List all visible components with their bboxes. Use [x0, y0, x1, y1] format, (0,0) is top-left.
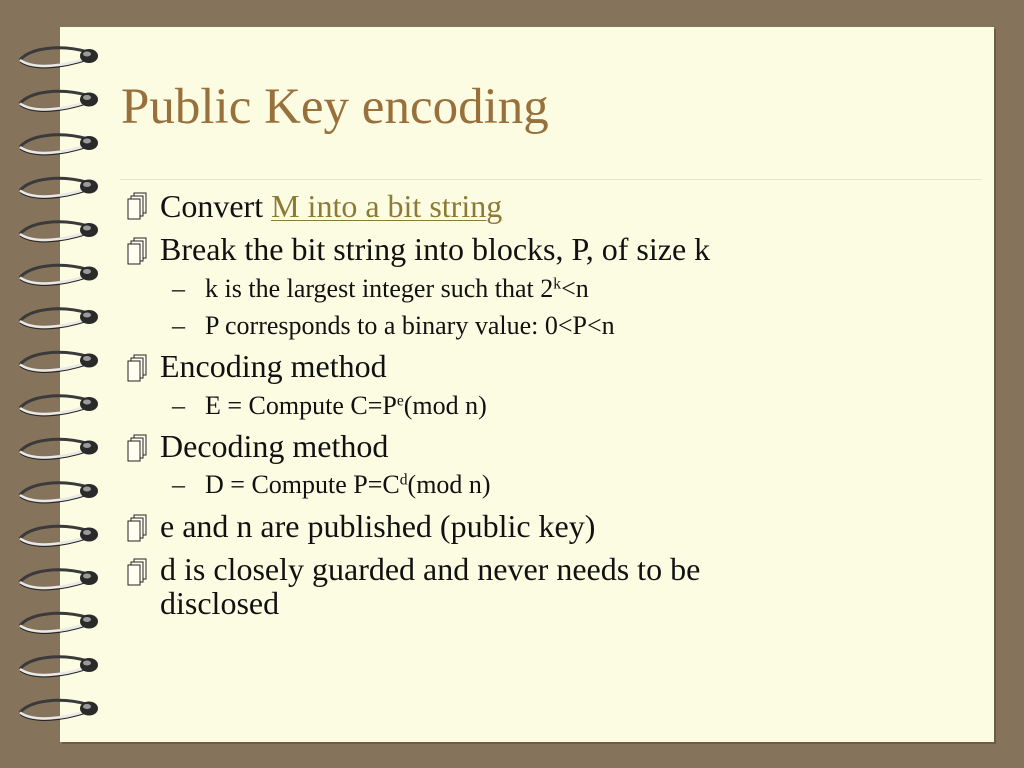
bullet-encoding: Encoding method — [160, 348, 387, 384]
sub-text: <n — [561, 274, 589, 303]
sub-bullet-e — [205, 393, 487, 419]
sub-dash: – — [172, 274, 185, 303]
sub-bullet-p: P corresponds to a binary value: 0<P<n — [205, 311, 615, 340]
stacked-pages-icon — [125, 512, 151, 542]
slide-title: Public Key encoding — [121, 79, 549, 135]
sub-dash: – — [172, 391, 185, 420]
sub-bullet-d — [205, 472, 491, 498]
stacked-pages-icon — [125, 432, 151, 462]
sub-text: E = Compute C=P — [205, 391, 397, 420]
exponent: e — [396, 392, 404, 410]
exponent: d — [399, 471, 408, 489]
sub-dash: – — [172, 311, 185, 340]
bit-string-link[interactable]: M into a bit string — [271, 188, 503, 224]
stacked-pages-icon — [125, 556, 151, 586]
stacked-pages-icon — [125, 235, 151, 265]
stacked-pages-icon — [125, 190, 151, 220]
bullet-guarded-line1: d is closely guarded and never needs to be — [160, 551, 701, 587]
sub-text: (mod n) — [403, 391, 487, 420]
bullet-guarded-line2: disclosed — [160, 585, 280, 621]
stacked-pages-icon — [125, 352, 151, 382]
sub-text: D = Compute P=C — [205, 470, 400, 499]
sub-text: k is the largest integer such that 2 — [205, 274, 554, 303]
bullet-convert — [160, 190, 502, 222]
sub-text: (mod n) — [407, 470, 491, 499]
sub-dash: – — [172, 470, 185, 499]
bullet-decoding: Decoding method — [160, 428, 389, 464]
bullet-text: Convert — [160, 188, 272, 224]
bullet-published: e and n are published (public key) — [160, 508, 596, 544]
bullet-break: Break the bit string into blocks, P, of size k — [160, 231, 711, 267]
sub-bullet-k — [205, 276, 589, 302]
exponent: k — [553, 275, 562, 293]
